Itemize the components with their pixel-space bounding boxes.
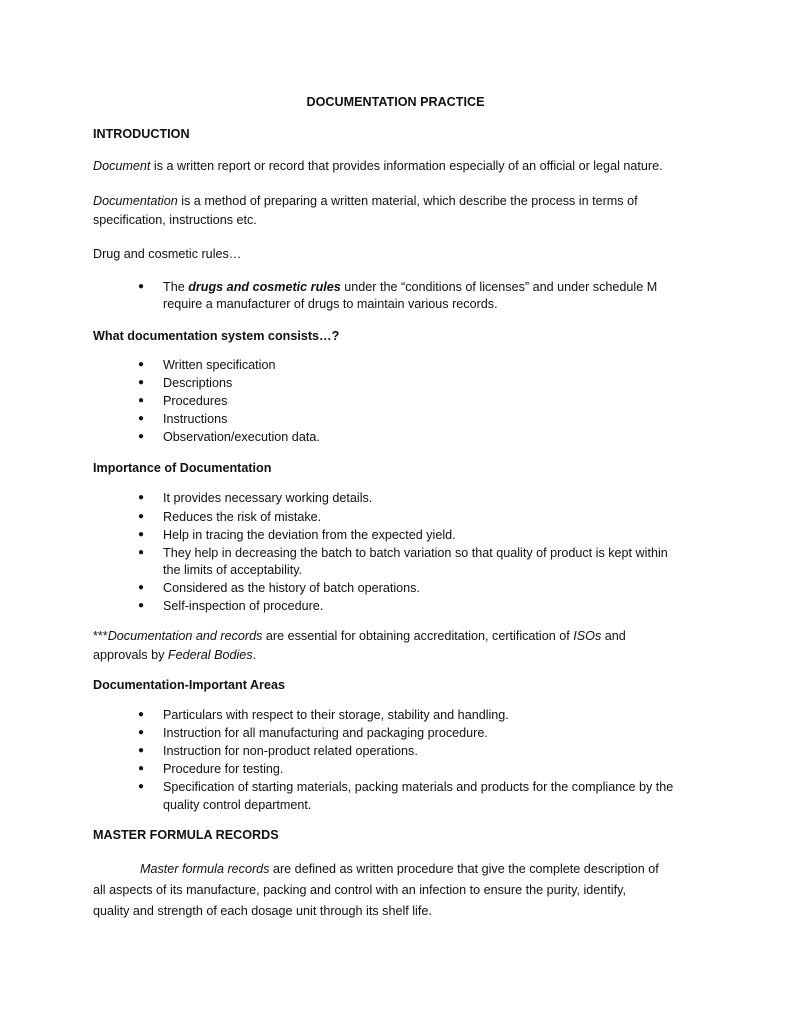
- term-document: Document: [93, 159, 151, 173]
- list-item-continuation: quality control department.: [163, 798, 312, 812]
- list-item: Observation/execution data.: [163, 430, 320, 444]
- note-federal: Federal Bodies: [167, 648, 253, 662]
- list-item: Instruction for all manufacturing and packaging procedure.: [163, 726, 488, 740]
- list-item: They help in decreasing the batch to batch variation so that quality of product is kept within: [163, 546, 668, 560]
- bullet-icon: ●: [138, 763, 145, 774]
- list-item: Help in tracing the deviation from the expected yield.: [163, 528, 456, 542]
- heading-importance: Importance of Documentation: [93, 461, 272, 475]
- note-end: and: [601, 629, 626, 643]
- drug-rules-label: Drug and cosmetic rules…: [93, 247, 242, 261]
- bullet-icon: ●: [138, 359, 145, 370]
- list-item: Particulars with respect to their storage, stability and handling.: [163, 708, 509, 722]
- note-line1: [93, 628, 626, 644]
- heading-introduction: INTRODUCTION: [93, 127, 190, 141]
- master-line3: quality and strength of each dosage unit through its shelf life.: [93, 904, 432, 918]
- bullet-icon: ●: [138, 600, 145, 611]
- bullet-icon: ●: [138, 377, 145, 388]
- master-line1-rest: are defined as written procedure that give the complete description of: [269, 862, 659, 876]
- bullet-icon: ●: [138, 529, 145, 540]
- list-item: Procedures: [163, 394, 228, 408]
- bullet-icon: ●: [138, 582, 145, 593]
- bullet-icon: ●: [138, 547, 145, 558]
- bullet-icon: ●: [138, 709, 145, 720]
- drug-rules-bullet-line1: [163, 279, 657, 295]
- master-term: Master formula records: [140, 862, 270, 876]
- note-term: Documentation and records: [107, 629, 263, 643]
- bullet-icon: ●: [138, 413, 145, 424]
- documentation-definition-line1: [93, 193, 638, 209]
- bullet-icon: ●: [138, 281, 145, 292]
- list-item: Written specification: [163, 358, 276, 372]
- list-item: Reduces the risk of mistake.: [163, 510, 322, 524]
- note-mid: are essential for obtaining accreditation, certification of: [262, 629, 574, 643]
- page-title: DOCUMENTATION PRACTICE: [306, 95, 485, 109]
- list-item: Specification of starting materials, packing materials and products for the compliance by the: [163, 780, 674, 794]
- heading-system: What documentation system consists…?: [93, 329, 340, 343]
- bullet-icon: ●: [138, 511, 145, 522]
- drug-rules-bullet-line2: require a manufacturer of drugs to maintain various records.: [163, 297, 498, 311]
- documentation-definition-line2: specification, instructions etc.: [93, 213, 257, 227]
- drug-rules-pre: The: [163, 280, 189, 294]
- document-definition: [93, 158, 663, 174]
- list-item: Instruction for non-product related operations.: [163, 744, 418, 758]
- drug-rules-bold: drugs and cosmetic rules: [188, 280, 341, 294]
- note-isos: ISOs: [573, 629, 602, 643]
- list-item-continuation: the limits of acceptability.: [163, 563, 303, 577]
- drug-rules-rest: under the “conditions of licenses” and under schedule M: [340, 280, 658, 294]
- documentation-definition-text: is a method of preparing a written material, which describe the process in terms of: [177, 194, 638, 208]
- list-item: Procedure for testing.: [163, 762, 284, 776]
- bullet-icon: ●: [138, 781, 145, 792]
- list-item: Descriptions: [163, 376, 233, 390]
- document-definition-text: is a written report or record that provides information especially of an official or legal nature.: [150, 159, 663, 173]
- bullet-icon: ●: [138, 395, 145, 406]
- master-line1: [140, 861, 659, 877]
- term-documentation: Documentation: [93, 194, 178, 208]
- note-stars: ***: [93, 629, 108, 643]
- heading-areas: Documentation-Important Areas: [93, 678, 285, 692]
- list-item: Considered as the history of batch operations.: [163, 581, 420, 595]
- list-item: It provides necessary working details.: [163, 491, 373, 505]
- bullet-icon: ●: [138, 492, 145, 503]
- note-line2-pre: approvals by: [93, 648, 168, 662]
- note-line2-end: .: [252, 648, 257, 662]
- list-item: Self-inspection of procedure.: [163, 599, 324, 613]
- heading-master-formula: MASTER FORMULA RECORDS: [93, 828, 279, 842]
- bullet-icon: ●: [138, 431, 145, 442]
- bullet-icon: ●: [138, 727, 145, 738]
- list-item: Instructions: [163, 412, 228, 426]
- bullet-icon: ●: [138, 745, 145, 756]
- master-line2: all aspects of its manufacture, packing and control with an infection to ensure the purity, identify,: [93, 883, 626, 897]
- note-line2: [93, 647, 256, 663]
